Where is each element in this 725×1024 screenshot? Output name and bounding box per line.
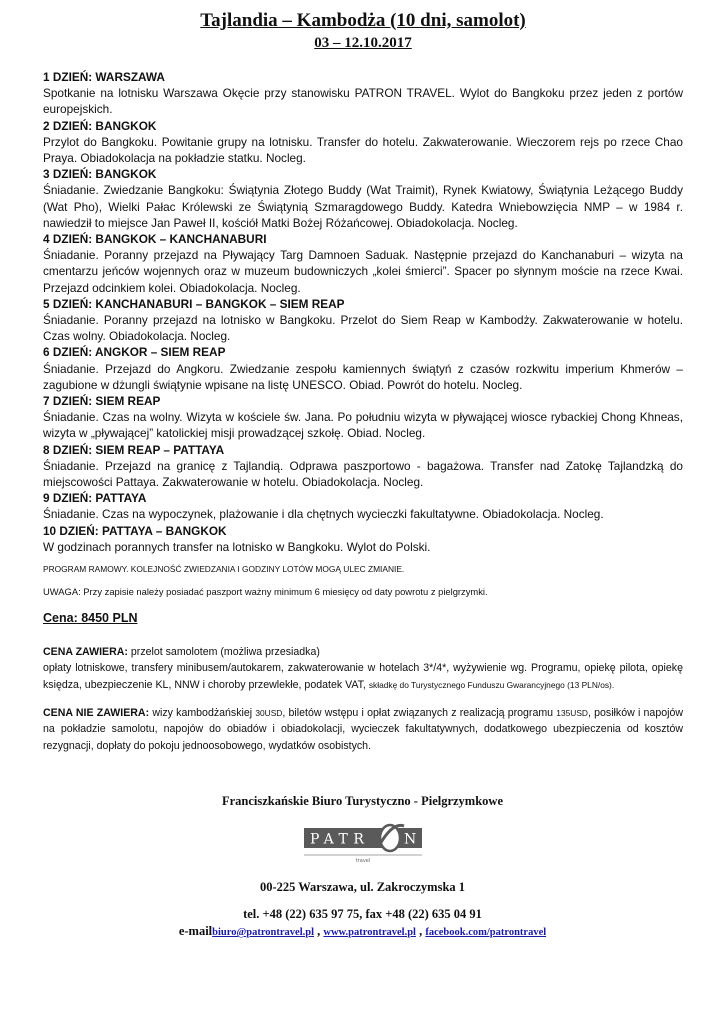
visa-amount: 30USD [255, 707, 283, 718]
day-item [43, 69, 683, 118]
day-item [43, 393, 683, 442]
logo-subtitle: travel [355, 858, 371, 864]
price: Cena: 8450 PLN [43, 611, 138, 626]
day-heading: 4 DZIEŃ: BANGKOK – KANCHANABURI [43, 232, 267, 247]
email-link[interactable]: biuro@patrontravel.pl [212, 927, 315, 938]
day-description: Spotkanie na lotnisku Warszawa Okęcie przy stanowisku PATRON TRAVEL. Wylot do Bangkoku przez jeden z portów europejskich. [43, 86, 683, 117]
day-item [43, 344, 683, 393]
excludes-text-3: , posiłków i napojów na pokładzie samolotu, napojów do obiadów i obiadokolacji, wycieczek fakultatywnych, dodatkowego ubezpieczenia od kosztów rezygnacji, dopłaty do pokoju jednoosobowego, wydatków osobistych. [43, 706, 684, 752]
day-heading: 10 DZIEŃ: PATTAYA – BANGKOK [43, 523, 227, 538]
day-item [43, 118, 683, 167]
facebook-link[interactable]: facebook.com/patrontravel [425, 927, 547, 938]
day-description: Śniadanie. Poranny przejazd na lotnisko w Bangkoku. Przelot do Siem Reap w Kambodży. Zakwaterowanie w hotelu. Czas wolny. Obiadokolacja. Nocleg. [43, 313, 683, 344]
day-description: Śniadanie. Poranny przejazd na Pływający Targ Damnoen Saduak. Następnie przejazd do Kanchanaburi – wizyta na cmentarzu jeńców wojennych oraz w muzeum budowniczych „kolei śmierci”. Spacer po słynnym moście na rzece Kwai. Przejazd odcinkiem kolei. Obiadokolacja. Nocleg. [43, 248, 683, 295]
day-heading: 5 DZIEŃ: KANCHANABURI – BANGKOK – SIEM REAP [43, 296, 345, 311]
website-link[interactable]: www.patrontravel.pl [323, 927, 416, 938]
day-heading: 7 DZIEŃ: SIEM REAP [43, 394, 161, 409]
day-heading: 1 DZIEŃ: WARSZAWA [43, 70, 165, 84]
contact-links [0, 924, 725, 939]
excludes-text-2: , biletów wstępu i opłat związanych z realizacją programu [282, 706, 557, 719]
day-description: Śniadanie. Czas na wypoczynek, plażowanie i dla chętnych wycieczki fakultatywne. Obiadokolacja. Nocleg. [43, 507, 604, 522]
excludes-text-1: wizy kambodżańskiej [149, 706, 256, 719]
day-description: Śniadanie. Przejazd do Angkoru. Zwiedzanie zespołu kamiennych świątyń z czasów rozkwitu imperium Khmerów – zagubione w dżungli świątynie wpisane na listę UNESCO. Obiad. Powrót do hotelu. Nocleg. [43, 361, 683, 392]
document-page [43, 10, 683, 754]
program-fees-amount: 135USD [556, 707, 588, 718]
day-item [43, 166, 683, 231]
separator: , [415, 924, 426, 938]
day-item [43, 296, 683, 345]
day-heading: 2 DZIEŃ: BANGKOK [43, 118, 157, 133]
day-heading: 8 DZIEŃ: SIEM REAP – PATTAYA [43, 442, 225, 457]
day-heading: 6 DZIEŃ: ANGKOR – SIEM REAP [43, 345, 226, 360]
day-heading: 3 DZIEŃ: BANGKOK [43, 167, 157, 182]
price-includes [43, 644, 683, 693]
includes-label: CENA ZAWIERA: [43, 646, 128, 659]
day-item [43, 231, 683, 296]
excludes-label: CENA NIE ZAWIERA: [43, 706, 150, 719]
page-title: Tajlandia – Kambodża (10 dni, samolot) [200, 10, 526, 31]
day-item [43, 442, 683, 491]
organization-name: Franciszkańskie Biuro Turystyczno - Pielgrzymkowe [221, 794, 503, 808]
email-label: e-mail [178, 924, 213, 938]
phone-fax: tel. +48 (22) 635 97 75, fax +48 (22) 635 04 91 [243, 907, 482, 921]
passport-warning: UWAGA: Przy zapisie należy posiadać paszport ważny minimum 6 miesięcy od daty powrotu z pielgrzymki. [43, 586, 488, 598]
address: 00-225 Warszawa, ul. Zakroczymska 1 [259, 880, 466, 894]
program-note: PROGRAM RAMOWY. KOLEJNOŚĆ ZWIEDZANIA I GODZINY LOTÓW MOGĄ ULEC ZMIANIE. [43, 564, 405, 575]
price-excludes [43, 705, 683, 754]
day-description: Śniadanie. Zwiedzanie Bangkoku: Świątynia Złotego Buddy (Wat Traimit), Rynek Kwiatowy, Świątynia Leżącego Buddy (Wat Pho), Wielki Pałac Królewski ze Świątynią Szmaragdowego Buddy. Katedra Wniebowzięcia NMP – w 1984 r. nawiedził to miejsce Jan Paweł II, kościół Matki Bożej Różańcowej. Obiadokolacja. Nocleg. [43, 183, 683, 230]
includes-fund-note: składkę do Turystycznego Funduszu Gwarancyjnego (13 PLN/os). [368, 679, 615, 690]
day-description: Śniadanie. Czas na wolny. Wizyta w kościele św. Jana. Po południu wizyta w pływającej wiosce rybackiej Chong Khneas, wizyta w „pływającej” katolickiej misji prowadzącej szkołę. Obiad. Nocleg. [43, 410, 683, 441]
day-heading: 9 DZIEŃ: PATTAYA [43, 491, 147, 506]
logo-text-right: N [404, 831, 417, 848]
day-item [43, 490, 683, 522]
trip-dates: 03 – 12.10.2017 [314, 35, 412, 51]
day-description: Przylot do Bangkoku. Powitanie grupy na lotnisku. Transfer do hotelu. Zakwaterowanie. Wieczorem rejs po rzece Chao Praya. Obiadokolacja na pokładzie statku. Nocleg. [43, 134, 683, 166]
day-item [43, 523, 683, 555]
separator: , [314, 924, 324, 938]
logo-text-left: PATR [310, 831, 370, 848]
includes-first-line: przelot samolotem (możliwa przesiadka) [127, 646, 320, 659]
day-description: Śniadanie. Przejazd na granicę z Tajlandią. Odprawa paszportowo - bagażowa. Transfer nad Zatokę Tajlandzką do miejscowości Pattaya. Zakwaterowanie w hotelu. Obiadokolacja. Nocleg. [43, 458, 683, 490]
patron-travel-logo [298, 818, 428, 866]
itinerary [43, 69, 683, 555]
includes-text: opłaty lotniskowe, transfery minibusem/autokarem, zakwaterowanie w hotelach 3*/4*, wyżywienie wg. Programu, opiekę pilota, opiekę księdza, ubezpieczenie KL, NNW i choroby przewlekłe, podatek VAT, [43, 662, 683, 691]
day-description: W godzinach porannych transfer na lotnisko w Bangkoku. Wylot do Polski. [43, 539, 431, 554]
